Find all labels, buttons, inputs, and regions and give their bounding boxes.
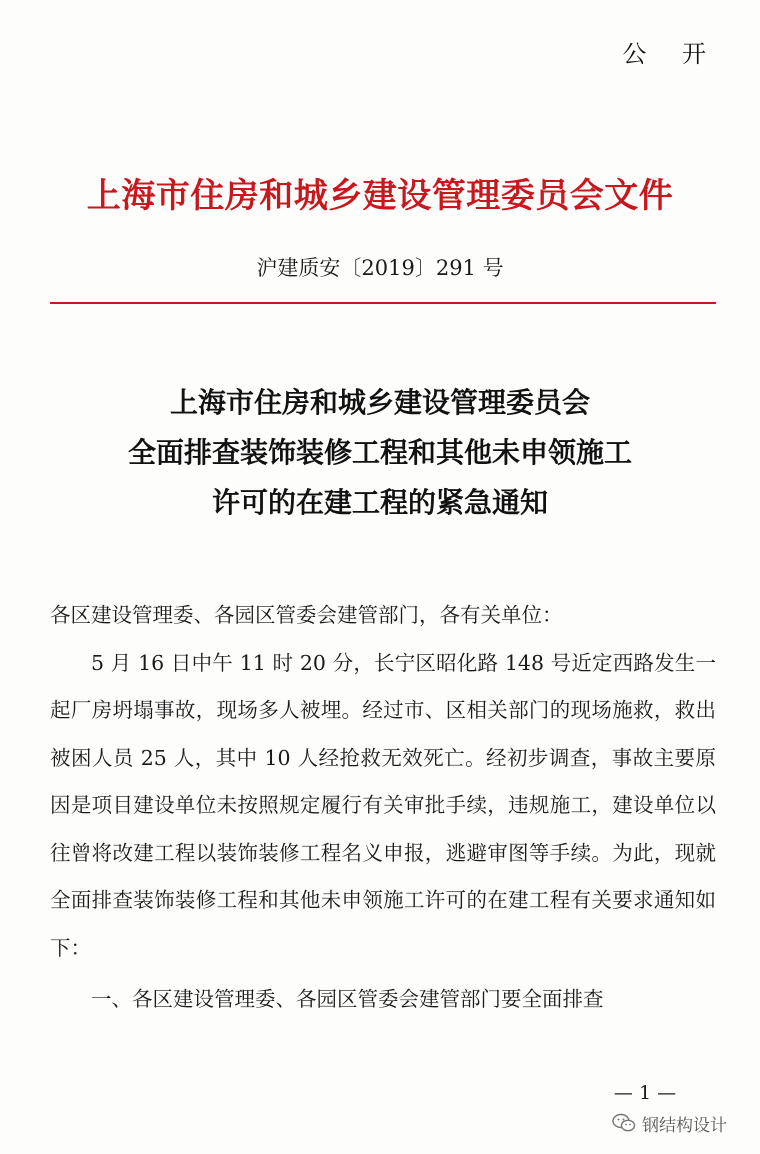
red-divider-line [50, 302, 716, 304]
watermark-text: 钢结构设计 [642, 1115, 727, 1136]
wechat-icon [612, 1113, 636, 1133]
page-number: — 1 — [613, 1082, 677, 1104]
body-paragraph: 5 月 16 日中午 11 时 20 分，长宁区昭化路 148 号近定西路发生一起厂房坍塌事故，现场多人被埋。经过市、区相关部门的现场施救，救出被困人员 25 人，其中 10 人经抢救无效死亡。经初步调查，事故主要原因是项目建设单位未按照规定履行有关审批手续，违规施工，建设单位以往曾将改建工程以装饰装修工程名义申报，逃避审图等手续。为此，现就全面排查装饰装修工程和其他未申领施工许可的在建工程有关要求通知如下： [50, 650, 716, 960]
item-1-text: 一、各区建设管理委、各园区管委会建管部门要全面排查 [91, 987, 604, 1011]
issuer-header: 上海市住房和城乡建设管理委员会文件 [86, 176, 674, 216]
title-line-3: 许可的在建工程的紧急通知 [211, 486, 548, 519]
document-number: 沪建质安〔2019〕291 号 [256, 256, 504, 280]
watermark [612, 1110, 727, 1136]
document-body [50, 592, 716, 1024]
salutation: 各区建设管理委、各园区管委会建管部门，各有关单位： [50, 603, 563, 627]
title-line-2: 全面排查装饰装修工程和其他未申领施工 [127, 436, 632, 469]
title-line-1: 上海市住房和城乡建设管理委员会 [169, 386, 590, 419]
classification-label: 公 开 [622, 40, 720, 68]
notice-title [0, 378, 760, 528]
